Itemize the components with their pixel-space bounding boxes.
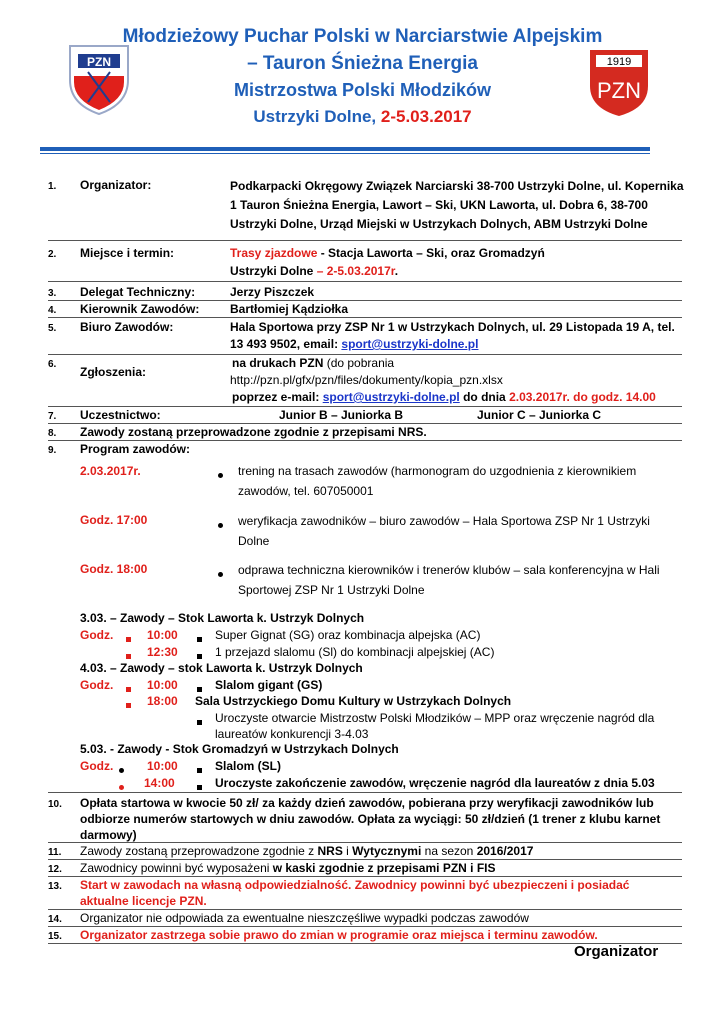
item-number: 9. — [48, 445, 57, 456]
event-time: 10:00 — [147, 759, 178, 773]
bullet-square — [126, 681, 131, 697]
header-line-3: Mistrzostwa Polski Młodzików — [233, 80, 492, 100]
item-label: Uczestnictwo: — [80, 408, 161, 422]
day-heading: 3.03. – Zawody – Stok Laworta k. Ustrzyk Dolnych — [80, 611, 365, 625]
logo-right-text: PZN — [597, 78, 641, 103]
item-text: poprzez e-mail: — [232, 390, 323, 404]
item-label: Zgłoszenia: — [80, 365, 147, 379]
bullet-square — [126, 697, 131, 713]
item-text-bold: Wytycznymi — [352, 844, 422, 858]
bullet-dot — [218, 566, 223, 582]
item-text: Organizator nie odpowiada za ewentualne nieszczęśliwe wypadki podczas zawodów — [80, 911, 529, 925]
item-text: Bartłomiej Kądziołka — [230, 302, 349, 316]
item-text-part: Zawody zostaną przeprowadzone zgodnie z — [80, 844, 318, 858]
godz-label: Godz. — [80, 678, 114, 692]
organizer-signature: Organizator — [574, 943, 659, 960]
event-text: Uroczyste zakończenie zawodów, wręczenie nagród dla laureatów z dnia 5.03 — [215, 776, 655, 790]
godz-label: Godz. — [80, 628, 114, 642]
item-text: . — [394, 264, 399, 278]
item-text: Zawody zostaną przeprowadzone zgodnie z przepisami NRS. — [80, 425, 427, 439]
item-text: do dnia — [459, 390, 510, 404]
bullet-dot — [218, 517, 223, 533]
item-text-bold: w kaski zgodnie z przepisami PZN i FIS — [272, 861, 496, 875]
bullet-square — [126, 631, 131, 647]
godz-label: Godz. — [80, 759, 114, 773]
item-text-line2 — [230, 336, 478, 352]
header-line-1: Młodzieżowy Puchar Polski w Narciarstwie Alpejskim — [122, 26, 603, 47]
program-entry — [238, 560, 660, 600]
category-junior-b: Junior B – Juniorka B — [279, 408, 404, 422]
event-text: Sala Ustrzyckiego Domu Kultury w Ustrzykach Dolnych — [195, 694, 512, 708]
item-number: 10. — [48, 799, 62, 810]
item-number: 2. — [48, 249, 57, 260]
item-text-bold: NRS — [317, 844, 343, 858]
item-text: Opłata startowa w kwocie 50 zł/ za każdy dzień zawodów, pobierana przy weryfikacji zawodników lub odbiorze numerów startowych w dniu zawodów. Opłata za wyciągi: 50 zł/dzień (1 trener z klubu karnet darmowy) — [80, 796, 661, 842]
item-text — [80, 860, 496, 876]
day-heading: 5.03. - Zawody - Stok Gromadzyń w Ustrzykach Dolnych — [80, 742, 399, 756]
item-text: Organizator zastrzega sobie prawo do zmian w programie oraz miejsca i terminu zawodów. — [80, 928, 598, 942]
header-rule-thin — [40, 153, 650, 154]
item-text-line3 — [232, 389, 656, 405]
item-text-part: Zawodnicy powinni być wyposażeni — [80, 861, 273, 875]
event-text: Uroczyste otwarcie Mistrzostw Polski Młodzików – MPP oraz wręczenie nagród dla — [215, 711, 655, 725]
event-text: laureatów konkurencji 3-4.03 — [215, 727, 369, 741]
item-text-line1 — [230, 245, 545, 261]
event-text-block — [215, 710, 654, 742]
event-text: 1 przejazd slalomu (Sl) do kombinacji alpejskiej (AC) — [215, 645, 495, 659]
item-label: Kierownik Zawodów: — [80, 302, 200, 316]
item-text: 13 493 9502, email: — [230, 337, 342, 351]
header-date: 2-5.03.2017 — [380, 107, 472, 126]
item-number: 6. — [48, 359, 57, 370]
email-link[interactable]: sport@ustrzyki-dolne.pl — [341, 337, 479, 351]
email-link[interactable]: sport@ustrzyki-dolne.pl — [322, 390, 460, 404]
item-number: 11. — [48, 847, 62, 858]
event-time: 12:30 — [147, 645, 178, 659]
item-number: 1. — [48, 181, 57, 192]
item-number: 5. — [48, 323, 57, 334]
item-text: (do pobrania — [323, 356, 395, 370]
item-text-bold: 2016/2017 — [476, 844, 534, 858]
event-time: 10:00 — [147, 628, 178, 642]
item-number: 3. — [48, 288, 57, 299]
event-time: 14:00 — [144, 776, 175, 790]
form-download-url[interactable]: http://pzn.pl/gfx/pzn/files/dokumenty/kopia_pzn.xlsx — [230, 373, 503, 387]
row-divider — [48, 792, 682, 793]
item-label: Organizator: — [80, 178, 152, 192]
bullet-square — [197, 762, 202, 778]
row-divider — [48, 281, 682, 282]
program-text: Dolne — [238, 534, 270, 548]
header-line-4 — [0, 107, 725, 127]
item-text-line1 — [232, 355, 394, 371]
row-divider — [48, 317, 682, 318]
bullet-dot — [218, 467, 223, 483]
item-text-red: Trasy zjazdowe — [230, 246, 321, 260]
header-rule — [40, 147, 650, 151]
item-text: Program zawodów: — [80, 442, 191, 456]
item-label: Miejsce i termin: — [80, 246, 175, 260]
event-text: Slalom (SL) — [215, 759, 282, 773]
header-place: Ustrzyki Dolne, — [253, 107, 381, 126]
program-text: weryfikacja zawodników – biuro zawodów – Hala Sportowa ZSP Nr 1 Ustrzyki — [238, 514, 650, 528]
item-text-red: – 2-5.03.2017r — [316, 264, 395, 278]
item-number: 7. — [48, 411, 57, 422]
program-text: zawodów, tel. 607050001 — [238, 484, 374, 498]
bullet-square — [197, 631, 202, 647]
program-text: Sportowej ZSP Nr 1 Ustrzyki Dolne — [238, 583, 425, 597]
item-text-part: na sezon — [421, 844, 477, 858]
item-text: Start w zawodach na własną odpowiedzialność. Zawodnicy powinni być ubezpieczeni i posiadać aktualne licencje PZN. — [80, 878, 630, 908]
item-label: Biuro Zawodów: — [80, 320, 174, 334]
event-time: 10:00 — [147, 678, 178, 692]
program-text: trening na trasach zawodów (harmonogram do uzgodnienia z kierownikiem — [238, 464, 637, 478]
row-divider — [48, 240, 682, 241]
logo-right-year: 1919 — [606, 56, 632, 68]
item-number: 12. — [48, 864, 62, 875]
item-number: 8. — [48, 428, 57, 439]
item-text: Podkarpacki Okręgowy Związek Narciarski 38-700 Ustrzyki Dolne, ul. Kopernika 1 Tauron Śnieżna Energia, Lawort – Ski, UKN Laworta, ul. Dobra 6, 38-700 Ustrzyki Dolne, Urząd Miejski w Ustrzykach Dolnych, ABM Ustrzyki Dolne — [230, 179, 684, 231]
item-number: 4. — [48, 305, 57, 316]
item-text-part: i — [342, 844, 353, 858]
item-label: Delegat Techniczny: — [80, 285, 196, 299]
program-entry — [238, 511, 650, 551]
event-text: Slalom gigant (GS) — [215, 678, 323, 692]
program-text: odprawa techniczna kierowników i trenerów klubów – sala konferencyjna w Hali — [238, 563, 660, 577]
event-time: 18:00 — [147, 694, 178, 708]
item-text — [80, 843, 533, 859]
item-text: Hala Sportowa przy ZSP Nr 1 w Ustrzykach Dolnych, ul. 29 Listopada 19 A, tel. — [230, 320, 675, 334]
bullet-dot — [119, 762, 124, 778]
program-entry — [238, 461, 636, 501]
item-number: 15. — [48, 931, 62, 942]
event-text: Super Gignat (SG) oraz kombinacja alpejska (AC) — [215, 628, 481, 642]
item-text-line2 — [230, 263, 398, 279]
day-heading: 4.03. – Zawody – stok Laworta k. Ustrzyk Dolnych — [80, 661, 363, 675]
item-number: 13. — [48, 881, 62, 892]
category-junior-c: Junior C – Juniorka C — [477, 408, 602, 422]
bullet-square — [197, 714, 202, 730]
program-date: 2.03.2017r. — [80, 464, 141, 478]
item-number: 14. — [48, 914, 62, 925]
program-time: Godz. 18:00 — [80, 562, 148, 576]
header-line-2: – Tauron Śnieżna Energia — [247, 53, 478, 74]
item-text: Jerzy Piszczek — [230, 285, 315, 299]
program-time: Godz. 17:00 — [80, 513, 148, 527]
item-text-red: 2.03.2017r. do godz. 14.00 — [509, 390, 656, 404]
logo-left-text: PZN — [87, 55, 111, 69]
item-text-bold: na drukach PZN — [232, 356, 324, 370]
pzn-shield-logo — [68, 40, 130, 116]
item-text: Ustrzyki Dolne — [230, 264, 317, 278]
item-text: - Stacja Laworta – Ski, oraz Gromadzyń — [320, 246, 545, 260]
